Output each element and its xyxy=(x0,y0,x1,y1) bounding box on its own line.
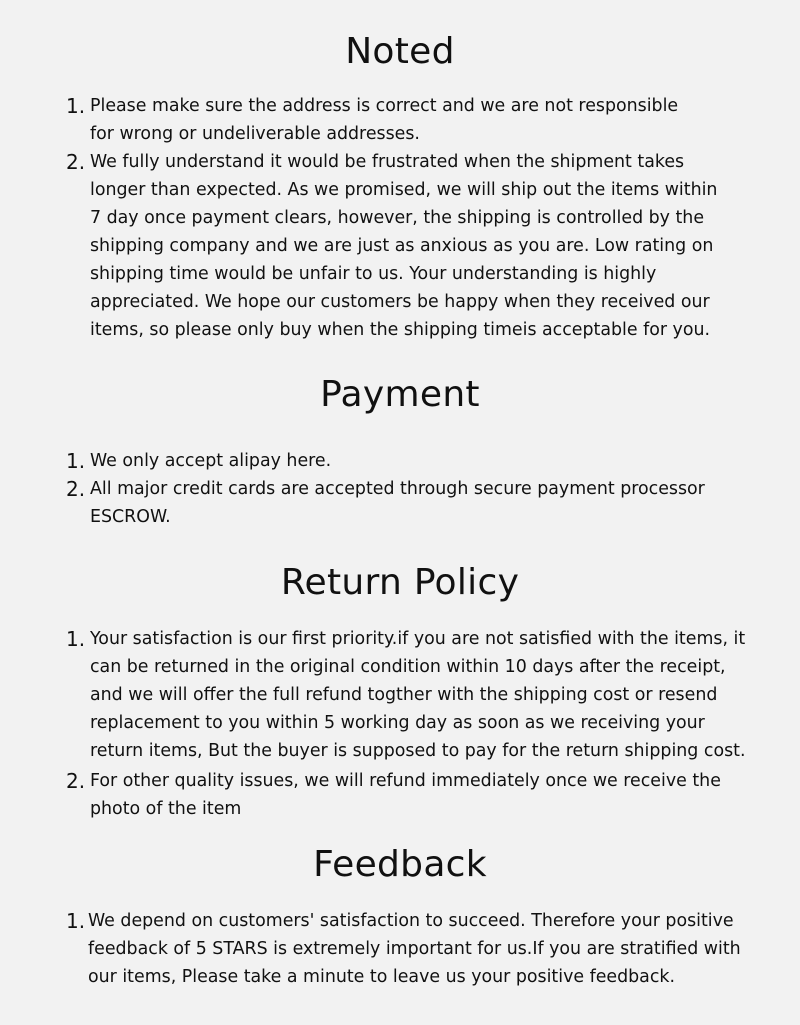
section-title-payment: Payment xyxy=(320,374,480,415)
item-number: 2. xyxy=(66,477,86,501)
section-title-noted: Noted xyxy=(345,31,455,72)
item-text: We depend on customers' satisfaction to succeed. Therefore your positive feedback of 5 STARS is extremely important for us.If you are stratified with our items, Please take a minute to leave us your positive feedback. xyxy=(88,911,741,987)
item-number: 2. xyxy=(66,150,86,174)
section-title-return-policy: Return Policy xyxy=(280,562,520,603)
item-text: We fully understand it would be frustrated when the shipment takes longer than expected. As we promised, we will ship out the items within 7 day once payment clears, however, the shipping is controlled by the shipping company and we are just as anxious as you are. Low rating on shipping time would be unfair to us. Your understanding is highly appreciated. We hope our customers be happy when they received our items, so please only buy when the shipping timeis acceptable for you. xyxy=(90,152,718,340)
item-number: 1. xyxy=(66,94,86,118)
noted-item-1 xyxy=(66,92,766,148)
item-text: Your satisfaction is our first priority.if you are not satisfied with the items, it can be returned in the original condition within 10 days after the receipt, and we will offer the full refund togther with the shipping cost or resend replacement to you within 5 working day as soon as we receiving your return items, But the buyer is supposed to pay for the return shipping cost. xyxy=(90,629,746,761)
item-number: 1. xyxy=(66,449,86,473)
section-title-feedback: Feedback xyxy=(313,844,487,885)
item-number: 1. xyxy=(66,909,86,933)
item-text: All major credit cards are accepted through secure payment processor ESCROW. xyxy=(90,479,705,527)
feedback-item-1 xyxy=(66,907,780,991)
return-item-2 xyxy=(66,767,776,823)
item-number: 2. xyxy=(66,769,86,793)
payment-item-2 xyxy=(66,475,766,531)
payment-item-1 xyxy=(66,447,766,475)
item-text: Please make sure the address is correct and we are not responsible for wrong or undeliverable addresses. xyxy=(90,96,679,144)
item-text: We only accept alipay here. xyxy=(90,451,332,471)
noted-item-2 xyxy=(66,148,776,344)
return-item-1 xyxy=(66,625,776,765)
item-text: For other quality issues, we will refund immediately once we receive the photo of the item xyxy=(90,771,721,819)
item-number: 1. xyxy=(66,627,86,651)
